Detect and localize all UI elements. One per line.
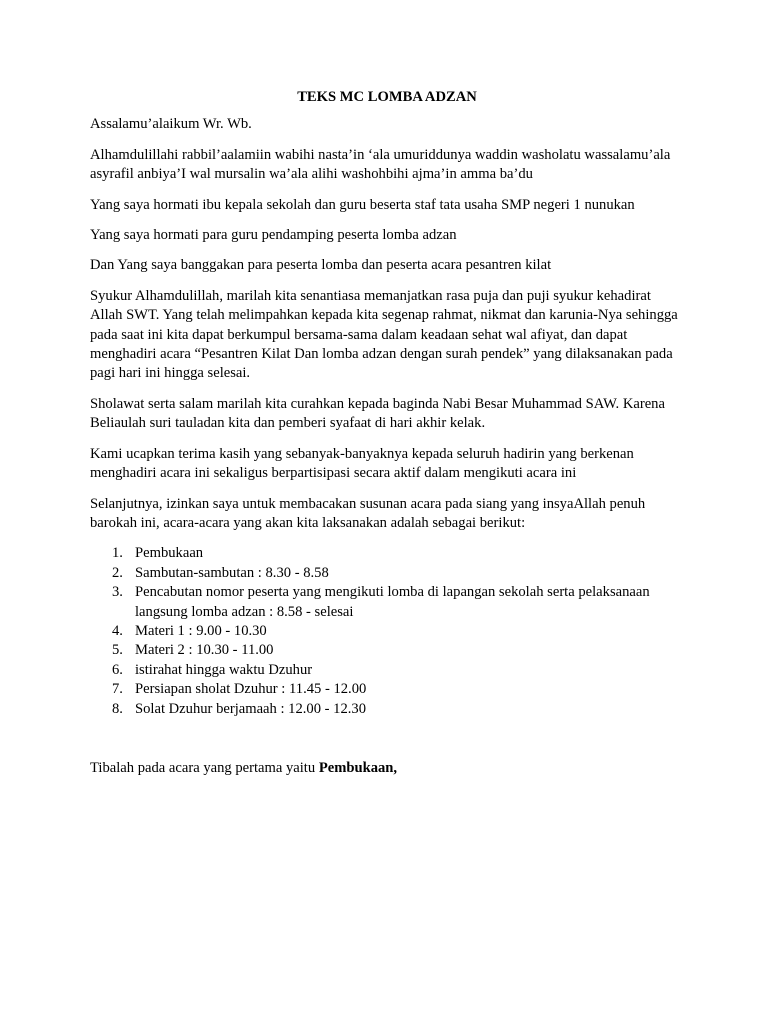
agenda-item-text: Solat Dzuhur berjamaah : 12.00 - 12.30 <box>135 700 367 717</box>
agenda-item-number: 4. <box>112 622 123 639</box>
closing-paragraph <box>90 759 682 778</box>
agenda-item-text: Pembukaan <box>135 545 204 562</box>
agenda-item-text: istirahat hingga waktu Dzuhur <box>135 661 313 678</box>
agenda-item-text: Materi 2 : 10.30 - 11.00 <box>135 642 274 659</box>
greeting-paragraph: Assalamu’alaikum Wr. Wb. <box>90 116 252 133</box>
salutation-principal-paragraph: Yang saya hormati ibu kepala sekolah dan guru beserta staf tata usaha SMP negeri 1 nunukan <box>90 196 635 213</box>
agenda-item-number: 3. <box>112 584 123 601</box>
agenda-item-text: Materi 1 : 9.00 - 10.30 <box>135 622 267 639</box>
salutation-participants-paragraph: Dan Yang saya banggakan para peserta lomba dan peserta acara pesantren kilat <box>90 257 552 274</box>
agenda-item <box>90 544 682 563</box>
agenda-item <box>90 564 682 583</box>
agenda-item-text: Persiapan sholat Dzuhur : 11.45 - 12.00 <box>135 681 367 698</box>
agenda-item-text: Sambutan-sambutan : 8.30 - 8.58 <box>135 564 329 581</box>
agenda-item <box>90 700 682 719</box>
document-title: TEKS MC LOMBA ADZAN <box>297 89 477 105</box>
agenda-list <box>90 544 682 719</box>
opening-prayer-paragraph: Alhamdulillahi rabbil’aalamiin wabihi nasta’in ‘ala umuriddunya waddin washolatu wassalamu’ala asyrafil anbiya’I wal mursalin wa’ala alihi washohbihi ajma’in amma ba’du <box>90 146 671 183</box>
agenda-item-number: 8. <box>112 700 123 717</box>
agenda-item-text: Pencabutan nomor peserta yang mengikuti lomba di lapangan sekolah serta pelaksanaan langsung lomba adzan : 8.58 - selesai <box>135 584 650 620</box>
agenda-item-number: 1. <box>112 545 123 562</box>
agenda-item <box>90 622 682 641</box>
agenda-item-number: 5. <box>112 642 123 659</box>
gratitude-paragraph: Syukur Alhamdulillah, marilah kita senantiasa memanjatkan rasa puja dan puji syukur kehadirat Allah SWT. Yang telah melimpahkan kepada kita segenap rahmat, nikmat dan karunia-Nya sehingga pada saat ini kita dapat berkumpul bersama-sama dalam keadaan sehat wal afiyat, dan dapat menghadiri acara “Pesantren Kilat Dan lomba adzan dengan surah pendek” yang dilaksanakan pada pagi hari ini hingga selesai. <box>90 287 678 382</box>
salutation-teachers-paragraph: Yang saya hormati para guru pendamping peserta lomba adzan <box>90 227 457 244</box>
agenda-item-number: 2. <box>112 564 123 581</box>
agenda-item-number: 7. <box>112 681 123 698</box>
agenda-intro-paragraph: Selanjutnya, izinkan saya untuk membacakan susunan acara pada siang yang insyaAllah penuh barokah ini, acara-acara yang akan kita laksanakan adalah sebagai berikut: <box>90 495 646 531</box>
agenda-item <box>90 641 682 660</box>
document-page <box>90 88 682 789</box>
agenda-item <box>90 680 682 699</box>
thanks-paragraph: Kami ucapkan terima kasih yang sebanyak-banyaknya kepada seluruh hadirin yang berkenan menghadiri acara ini sekaligus berpartisipasi secara aktif dalam mengikuti acara ini <box>90 445 634 482</box>
closing-text: Tibalah pada acara yang pertama yaitu <box>90 759 319 776</box>
sholawat-paragraph: Sholawat serta salam marilah kita curahkan kepada baginda Nabi Besar Muhammad SAW. Karena Beliaulah suri tauladan kita dan pemberi syafaat di hari akhir kelak. <box>90 395 665 432</box>
closing-emphasis: Pembukaan, <box>318 759 398 776</box>
agenda-item <box>90 661 682 680</box>
agenda-item <box>90 583 682 622</box>
agenda-item-number: 6. <box>112 661 123 678</box>
